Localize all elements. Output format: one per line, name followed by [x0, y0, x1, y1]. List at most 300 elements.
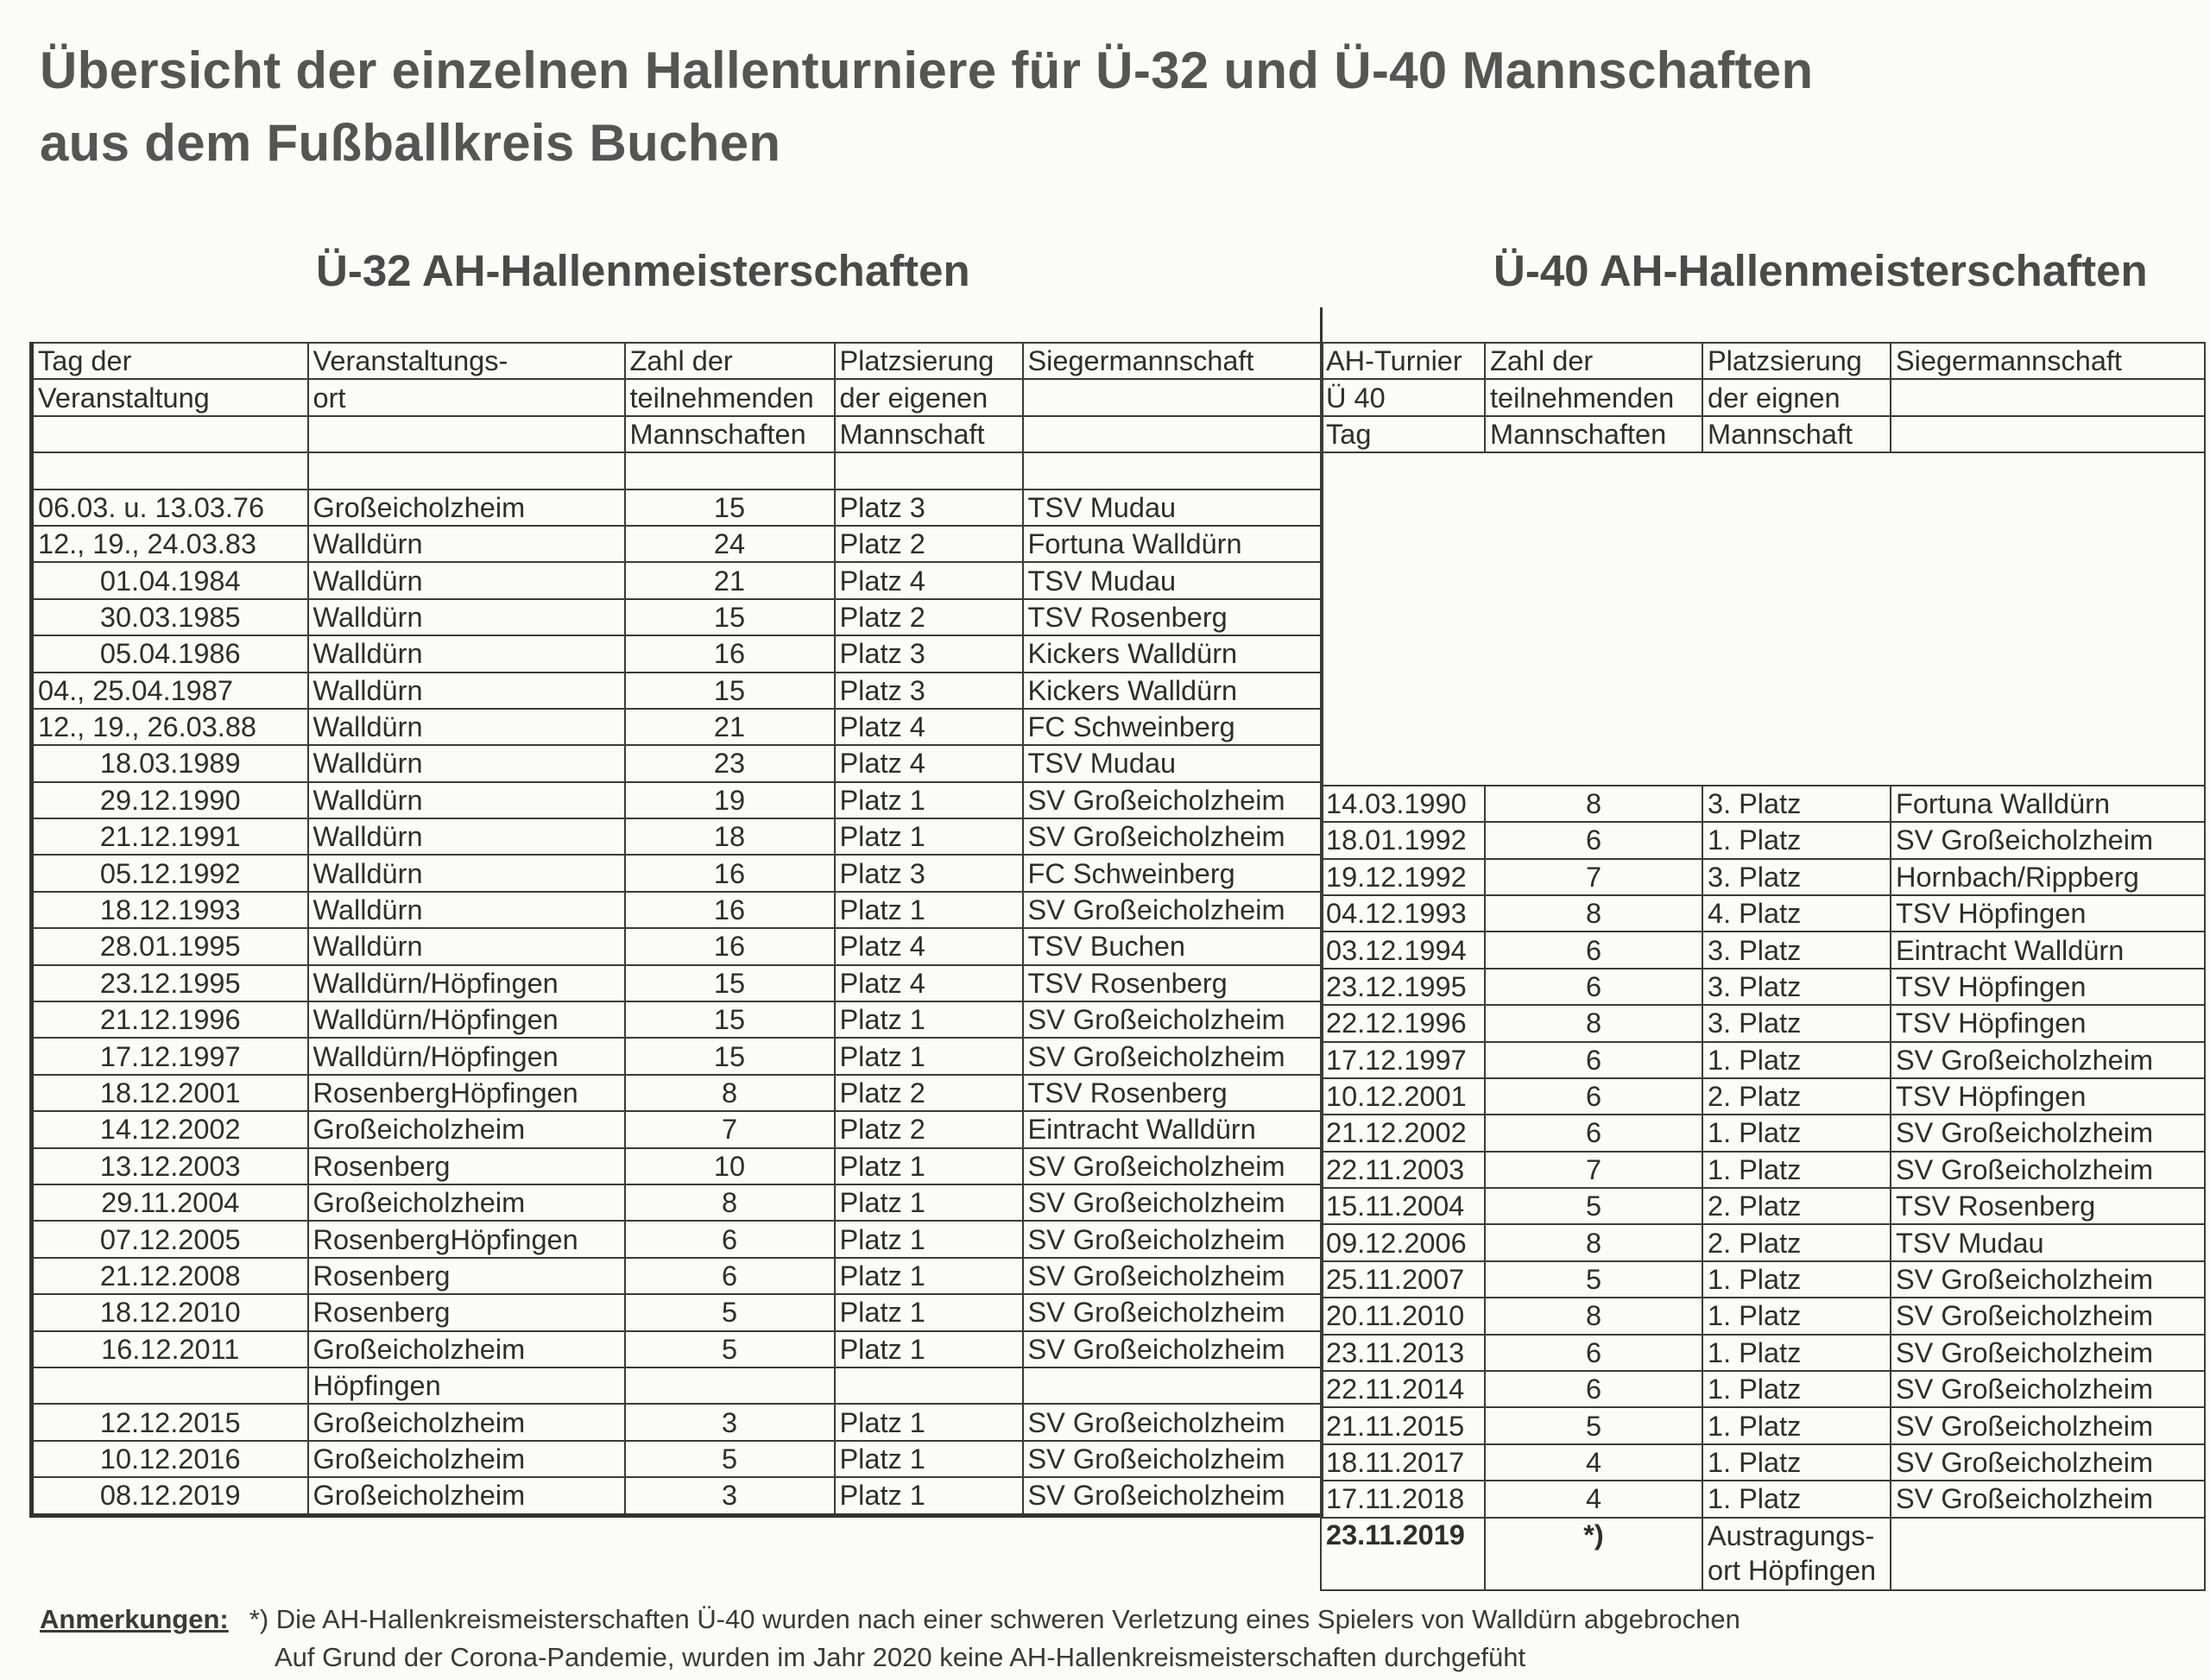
winner-cell: TSV Mudau	[1023, 562, 1323, 598]
winner-cell: TSV Mudau	[1023, 745, 1323, 781]
teams-cell: 15	[625, 599, 835, 635]
u40-table-row	[1321, 1298, 2205, 1334]
placement-cell: 1. Platz	[1702, 1371, 1891, 1407]
u32-table-row	[32, 1477, 1323, 1515]
u32-table-row	[32, 1075, 1323, 1111]
u32-header-cell: der eigenen	[835, 379, 1023, 415]
winner-cell: Hornbach/Rippberg	[1891, 859, 2205, 895]
placement-cell: 2. Platz	[1702, 1078, 1891, 1115]
u32-table	[29, 342, 1323, 1518]
venue-cell: Walldürn	[308, 709, 625, 745]
winner-cell: Fortuna Walldürn	[1023, 526, 1323, 562]
teams-cell	[625, 1367, 835, 1404]
u32-table-row	[32, 1404, 1323, 1440]
placement-cell: Platz 1	[835, 1221, 1023, 1257]
u32-header-row	[32, 416, 1323, 452]
u40-table-row	[1321, 1152, 2205, 1188]
winner-cell: FC Schweinberg	[1023, 855, 1323, 891]
teams-cell: 7	[1485, 859, 1702, 895]
teams-cell: 5	[625, 1331, 835, 1367]
winner-cell: Eintracht Walldürn	[1023, 1111, 1323, 1147]
u40-table-row	[1321, 1481, 2205, 1517]
placement-cell: Platz 4	[835, 928, 1023, 964]
section-divider	[1320, 307, 1323, 342]
u32-table-row	[32, 673, 1323, 709]
placement-cell: Platz 4	[835, 709, 1023, 745]
u40-header-cell: AH-Turnier	[1321, 343, 1485, 379]
date-cell: 23.11.2019	[1321, 1518, 1485, 1590]
placement-cell: Platz 4	[835, 965, 1023, 1001]
date-cell: 15.11.2004	[1321, 1188, 1485, 1224]
placement-cell: 1. Platz	[1702, 1115, 1891, 1151]
placement-cell: 1. Platz	[1702, 1481, 1891, 1517]
u32-header-cell: Veranstaltungs-	[308, 343, 625, 379]
venue-cell: Großeicholzheim	[308, 1477, 625, 1515]
date-cell: 05.04.1986	[32, 635, 308, 672]
teams-cell: 8	[625, 1075, 835, 1111]
date-cell: 13.12.2003	[32, 1148, 308, 1184]
winner-cell: SV Großeicholzheim	[1023, 1038, 1323, 1074]
placement-line-2: ort Höpfingen	[1708, 1554, 1877, 1586]
teams-cell: 15	[625, 965, 835, 1001]
venue-cell: RosenbergHöpfingen	[308, 1221, 625, 1257]
placement-cell: Platz 2	[835, 1075, 1023, 1111]
teams-cell: 8	[1485, 1005, 1702, 1041]
date-cell: 23.11.2013	[1321, 1335, 1485, 1371]
venue-cell: Großeicholzheim	[308, 1331, 625, 1367]
u32-header-cell: Veranstaltung	[32, 379, 308, 415]
winner-cell: TSV Rosenberg	[1891, 1188, 2205, 1224]
date-cell: 18.01.1992	[1321, 822, 1485, 858]
notes-label: Anmerkungen:	[40, 1604, 229, 1634]
placement-cell: Platz 1	[835, 1441, 1023, 1477]
date-cell: 17.12.1997	[1321, 1042, 1485, 1078]
winner-cell: TSV Mudau	[1023, 489, 1323, 526]
u32-header-cell: teilnehmenden	[625, 379, 835, 415]
winner-cell: SV Großeicholzheim	[1891, 1152, 2205, 1188]
venue-cell: Walldürn/Höpfingen	[308, 1001, 625, 1038]
u40-table-row	[1321, 1261, 2205, 1298]
placement-cell: Platz 1	[835, 892, 1023, 928]
date-cell: 30.03.1985	[32, 599, 308, 635]
date-cell: 18.11.2017	[1321, 1444, 1485, 1481]
u40-table	[1320, 342, 2206, 1591]
date-cell: 10.12.2001	[1321, 1078, 1485, 1115]
teams-cell: 6	[1485, 932, 1702, 968]
u32-table-row	[32, 855, 1323, 891]
u32-header-cell: Mannschaft	[835, 416, 1023, 452]
winner-cell: Kickers Walldürn	[1023, 635, 1323, 672]
venue-cell: Walldürn	[308, 892, 625, 928]
u32-table-row	[32, 1331, 1323, 1367]
u40-table-row	[1321, 1224, 2205, 1260]
date-cell: 18.12.2001	[32, 1075, 308, 1111]
winner-cell: SV Großeicholzheim	[1891, 1371, 2205, 1407]
date-cell: 29.12.1990	[32, 782, 308, 818]
teams-cell: 6	[1485, 1371, 1702, 1407]
title-line-1: Übersicht der einzelnen Hallenturniere für Ü-32 und Ü-40 Mannschaften	[40, 41, 1814, 99]
winner-cell: SV Großeicholzheim	[1023, 1221, 1323, 1257]
winner-cell: SV Großeicholzheim	[1023, 818, 1323, 855]
placement-cell: 2. Platz	[1702, 1188, 1891, 1224]
placement-cell: 3. Platz	[1702, 859, 1891, 895]
date-cell: 04.12.1993	[1321, 895, 1485, 932]
placement-cell: Platz 2	[835, 1111, 1023, 1147]
placement-cell: Platz 1	[835, 1294, 1023, 1330]
u32-table-row	[32, 1148, 1323, 1184]
venue-cell: RosenbergHöpfingen	[308, 1075, 625, 1111]
winner-cell: TSV Buchen	[1023, 928, 1323, 964]
u32-table-row	[32, 1001, 1323, 1038]
u40-table-row	[1321, 969, 2205, 1005]
winner-cell: SV Großeicholzheim	[1891, 822, 2205, 858]
notes	[40, 1601, 1740, 1677]
winner-cell: TSV Rosenberg	[1023, 599, 1323, 635]
u40-table-row	[1321, 1188, 2205, 1224]
placement-cell: 2. Platz	[1702, 1224, 1891, 1260]
date-cell: 09.12.2006	[1321, 1224, 1485, 1260]
u32-table-row	[32, 965, 1323, 1001]
u32-table-row	[32, 818, 1323, 855]
u40-table-row	[1321, 1042, 2205, 1078]
date-cell: 28.01.1995	[32, 928, 308, 964]
u32-header-cell: Mannschaften	[625, 416, 835, 452]
u32-table-row	[32, 782, 1323, 818]
placement-cell: Platz 1	[835, 818, 1023, 855]
teams-cell: 21	[625, 562, 835, 598]
teams-cell: 5	[1485, 1407, 1702, 1443]
winner-cell: Kickers Walldürn	[1023, 673, 1323, 709]
teams-cell: 3	[625, 1404, 835, 1440]
venue-cell: Walldürn	[308, 673, 625, 709]
placement-cell: Platz 3	[835, 673, 1023, 709]
teams-cell: 5	[625, 1294, 835, 1330]
u40-section-title: Ü-40 AH-Hallenmeisterschaften	[1493, 246, 2148, 295]
placement-cell: 1. Platz	[1702, 1407, 1891, 1443]
placement-cell: 3. Platz	[1702, 1005, 1891, 1041]
teams-cell: 15	[625, 673, 835, 709]
teams-cell: 19	[625, 782, 835, 818]
winner-cell: SV Großeicholzheim	[1891, 1115, 2205, 1151]
placement-cell: 1. Platz	[1702, 1261, 1891, 1298]
teams-cell: 18	[625, 818, 835, 855]
winner-cell: FC Schweinberg	[1023, 709, 1323, 745]
date-cell: 22.11.2014	[1321, 1371, 1485, 1407]
teams-cell: 6	[625, 1258, 835, 1294]
u32-table-row	[32, 1441, 1323, 1477]
placement-cell: Platz 3	[835, 635, 1023, 672]
teams-cell: *)	[1485, 1518, 1702, 1590]
venue-cell: Großeicholzheim	[308, 1441, 625, 1477]
u40-table-row	[1321, 822, 2205, 858]
venue-cell: Walldürn	[308, 855, 625, 891]
teams-cell: 6	[1485, 1115, 1702, 1151]
venue-cell: Walldürn/Höpfingen	[308, 965, 625, 1001]
teams-cell: 16	[625, 928, 835, 964]
u32-table-row	[32, 928, 1323, 964]
u40-header-cell	[1891, 416, 2205, 452]
u32-spacer-cell	[308, 452, 625, 489]
winner-cell: SV Großeicholzheim	[1023, 1331, 1323, 1367]
placement-cell: 1. Platz	[1702, 1298, 1891, 1334]
winner-cell: SV Großeicholzheim	[1023, 1184, 1323, 1221]
date-cell: 20.11.2010	[1321, 1298, 1485, 1334]
winner-cell: SV Großeicholzheim	[1891, 1407, 2205, 1443]
date-cell: 21.12.2008	[32, 1258, 308, 1294]
placement-cell: Platz 1	[835, 1258, 1023, 1294]
teams-cell: 6	[1485, 1078, 1702, 1115]
winner-cell: SV Großeicholzheim	[1023, 892, 1323, 928]
venue-cell: Walldürn/Höpfingen	[308, 1038, 625, 1074]
u32-table-row	[32, 1221, 1323, 1257]
u40-table-row	[1321, 786, 2205, 822]
winner-cell	[1023, 1367, 1323, 1404]
u40-table-row-2019	[1321, 1518, 2205, 1590]
venue-cell: Höpfingen	[308, 1367, 625, 1404]
u32-header-cell	[308, 416, 625, 452]
venue-cell: Walldürn	[308, 745, 625, 781]
placement-cell: Platz 1	[835, 1001, 1023, 1038]
winner-cell: SV Großeicholzheim	[1023, 1404, 1323, 1440]
winner-cell: TSV Höpfingen	[1891, 895, 2205, 932]
u32-spacer-cell	[1023, 452, 1323, 489]
teams-cell: 15	[625, 1001, 835, 1038]
date-cell: 18.12.2010	[32, 1294, 308, 1330]
winner-cell: SV Großeicholzheim	[1023, 1148, 1323, 1184]
u32-header-row	[32, 343, 1323, 379]
u32-header-row	[32, 379, 1323, 415]
date-cell: 18.03.1989	[32, 745, 308, 781]
winner-cell: SV Großeicholzheim	[1023, 782, 1323, 818]
u40-header-cell	[1891, 379, 2205, 415]
winner-cell	[1891, 1518, 2205, 1590]
winner-cell: SV Großeicholzheim	[1891, 1481, 2205, 1517]
placement-cell: Platz 1	[835, 1184, 1023, 1221]
winner-cell: SV Großeicholzheim	[1891, 1042, 2205, 1078]
u40-spacer-row	[1321, 452, 2205, 786]
teams-cell: 15	[625, 489, 835, 526]
u40-table-row	[1321, 932, 2205, 968]
u32-spacer-cell	[32, 452, 308, 489]
placement-cell: Platz 1	[835, 1477, 1023, 1515]
venue-cell: Walldürn	[308, 928, 625, 964]
date-cell: 16.12.2011	[32, 1331, 308, 1367]
date-cell: 08.12.2019	[32, 1477, 308, 1515]
u40-table-row	[1321, 1407, 2205, 1443]
date-cell: 18.12.1993	[32, 892, 308, 928]
u40-header-row	[1321, 416, 2205, 452]
u40-header-cell: teilnehmenden	[1485, 379, 1702, 415]
date-cell: 14.03.1990	[1321, 786, 1485, 822]
date-cell: 21.12.1996	[32, 1001, 308, 1038]
teams-cell: 8	[1485, 786, 1702, 822]
teams-cell: 24	[625, 526, 835, 562]
venue-cell: Walldürn	[308, 526, 625, 562]
venue-cell: Walldürn	[308, 599, 625, 635]
winner-cell: TSV Höpfingen	[1891, 1005, 2205, 1041]
u32-header-cell	[1023, 416, 1323, 452]
teams-cell: 16	[625, 892, 835, 928]
teams-cell: 7	[1485, 1152, 1702, 1188]
date-cell: 06.03. u. 13.03.76	[32, 489, 308, 526]
venue-cell: Rosenberg	[308, 1258, 625, 1294]
u32-table-row	[32, 489, 1323, 526]
date-cell: 03.12.1994	[1321, 932, 1485, 968]
u32-spacer-row	[32, 452, 1323, 489]
u40-header-row	[1321, 379, 2205, 415]
winner-cell: TSV Höpfingen	[1891, 1078, 2205, 1115]
venue-cell: Großeicholzheim	[308, 1184, 625, 1221]
u32-table-row	[32, 892, 1323, 928]
teams-cell: 5	[625, 1441, 835, 1477]
winner-cell: Fortuna Walldürn	[1891, 786, 2205, 822]
u32-table-row	[32, 745, 1323, 781]
teams-cell: 8	[625, 1184, 835, 1221]
u40-table-row	[1321, 1444, 2205, 1481]
teams-cell: 16	[625, 855, 835, 891]
date-cell: 22.12.1996	[1321, 1005, 1485, 1041]
u32-table-row	[32, 1367, 1323, 1404]
u32-table-row	[32, 1111, 1323, 1147]
date-cell: 25.11.2007	[1321, 1261, 1485, 1298]
u40-header-cell: Platzsierung	[1702, 343, 1891, 379]
u40-header-cell: der eignen	[1702, 379, 1891, 415]
venue-cell: Rosenberg	[308, 1148, 625, 1184]
teams-cell: 6	[625, 1221, 835, 1257]
placement-cell: Platz 2	[835, 526, 1023, 562]
placement-cell: Platz 3	[835, 489, 1023, 526]
winner-cell: SV Großeicholzheim	[1891, 1298, 2205, 1334]
winner-cell: SV Großeicholzheim	[1023, 1001, 1323, 1038]
u40-header-cell: Tag	[1321, 416, 1485, 452]
u32-table-row	[32, 1294, 1323, 1330]
placement-cell: Platz 2	[835, 599, 1023, 635]
u32-spacer-cell	[835, 452, 1023, 489]
placement-cell: Platz 1	[835, 1148, 1023, 1184]
date-cell: 22.11.2003	[1321, 1152, 1485, 1188]
u32-table-row	[32, 1038, 1323, 1074]
date-cell: 01.04.1984	[32, 562, 308, 598]
winner-cell: TSV Höpfingen	[1891, 969, 2205, 1005]
placement-line-1: Austragungs-	[1708, 1519, 1875, 1551]
date-cell: 17.12.1997	[32, 1038, 308, 1074]
u32-header-cell: Zahl der	[625, 343, 835, 379]
u32-header-cell: Platzsierung	[835, 343, 1023, 379]
u40-table-row	[1321, 859, 2205, 895]
teams-cell: 4	[1485, 1444, 1702, 1481]
note-line-2: Auf Grund der Corona-Pandemie, wurden im Jahr 2020 keine AH-Hallenkreismeisterschaften durchgefüht	[275, 1642, 1526, 1672]
placement-cell: 1. Platz	[1702, 1335, 1891, 1371]
teams-cell: 8	[1485, 1224, 1702, 1260]
placement-cell: 1. Platz	[1702, 822, 1891, 858]
winner-cell: TSV Rosenberg	[1023, 965, 1323, 1001]
title-line-2: aus dem Fußballkreis Buchen	[40, 114, 781, 172]
venue-cell: Großeicholzheim	[308, 489, 625, 526]
placement-cell	[1702, 1518, 1891, 1590]
placement-cell: Platz 4	[835, 745, 1023, 781]
u32-header-cell	[1023, 379, 1323, 415]
u32-header-cell: Siegermannschaft	[1023, 343, 1323, 379]
placement-cell: 1. Platz	[1702, 1152, 1891, 1188]
teams-cell: 4	[1485, 1481, 1702, 1517]
teams-cell: 21	[625, 709, 835, 745]
teams-cell: 5	[1485, 1261, 1702, 1298]
winner-cell: SV Großeicholzheim	[1891, 1444, 2205, 1481]
winner-cell: SV Großeicholzheim	[1023, 1477, 1323, 1515]
date-cell: 07.12.2005	[32, 1221, 308, 1257]
teams-cell: 7	[625, 1111, 835, 1147]
winner-cell: Eintracht Walldürn	[1891, 932, 2205, 968]
placement-cell: 3. Platz	[1702, 932, 1891, 968]
date-cell	[32, 1367, 308, 1404]
u40-header-cell: Siegermannschaft	[1891, 343, 2205, 379]
u40-table-row	[1321, 1115, 2205, 1151]
u40-table-row	[1321, 1335, 2205, 1371]
teams-cell: 6	[1485, 969, 1702, 1005]
teams-cell: 15	[625, 1038, 835, 1074]
date-cell: 14.12.2002	[32, 1111, 308, 1147]
u40-header-cell: Mannschaften	[1485, 416, 1702, 452]
u40-header-row	[1321, 343, 2205, 379]
date-cell: 23.12.1995	[32, 965, 308, 1001]
date-cell: 17.11.2018	[1321, 1481, 1485, 1517]
u32-section-title: Ü-32 AH-Hallenmeisterschaften	[316, 246, 970, 295]
winner-cell: TSV Rosenberg	[1023, 1075, 1323, 1111]
u40-table-row	[1321, 1078, 2205, 1115]
date-cell: 04., 25.04.1987	[32, 673, 308, 709]
placement-cell	[835, 1367, 1023, 1404]
u32-header-cell: ort	[308, 379, 625, 415]
teams-cell: 6	[1485, 1042, 1702, 1078]
date-cell: 21.12.2002	[1321, 1115, 1485, 1151]
teams-cell: 23	[625, 745, 835, 781]
u32-table-row	[32, 526, 1323, 562]
placement-cell: Platz 1	[835, 1331, 1023, 1367]
date-cell: 23.12.1995	[1321, 969, 1485, 1005]
date-cell: 10.12.2016	[32, 1441, 308, 1477]
date-cell: 21.12.1991	[32, 818, 308, 855]
u40-empty-area	[1321, 452, 2205, 786]
venue-cell: Walldürn	[308, 782, 625, 818]
note-line-1: *) Die AH-Hallenkreismeisterschaften Ü-40 wurden nach einer schweren Verletzung eines Spielers von Walldürn abgebrochen	[249, 1604, 1740, 1634]
placement-cell: Platz 4	[835, 562, 1023, 598]
u40-header-cell: Zahl der	[1485, 343, 1702, 379]
date-cell: 05.12.1992	[32, 855, 308, 891]
placement-cell: 3. Platz	[1702, 786, 1891, 822]
u32-spacer-cell	[625, 452, 835, 489]
teams-cell: 6	[1485, 822, 1702, 858]
u32-table-row	[32, 1258, 1323, 1294]
date-cell: 19.12.1992	[1321, 859, 1485, 895]
date-cell: 12.12.2015	[32, 1404, 308, 1440]
teams-cell: 6	[1485, 1335, 1702, 1371]
page-title	[40, 35, 1813, 180]
u40-header-cell: Mannschaft	[1702, 416, 1891, 452]
placement-cell: 3. Platz	[1702, 969, 1891, 1005]
placement-cell: 4. Platz	[1702, 895, 1891, 932]
date-cell: 21.11.2015	[1321, 1407, 1485, 1443]
date-cell: 12., 19., 26.03.88	[32, 709, 308, 745]
venue-cell: Rosenberg	[308, 1294, 625, 1330]
placement-cell: 1. Platz	[1702, 1042, 1891, 1078]
venue-cell: Walldürn	[308, 818, 625, 855]
u32-header-cell: Tag der	[32, 343, 308, 379]
u32-header-cell	[32, 416, 308, 452]
placement-cell: 1. Platz	[1702, 1444, 1891, 1481]
venue-cell: Walldürn	[308, 562, 625, 598]
teams-cell: 8	[1485, 1298, 1702, 1334]
teams-cell: 10	[625, 1148, 835, 1184]
